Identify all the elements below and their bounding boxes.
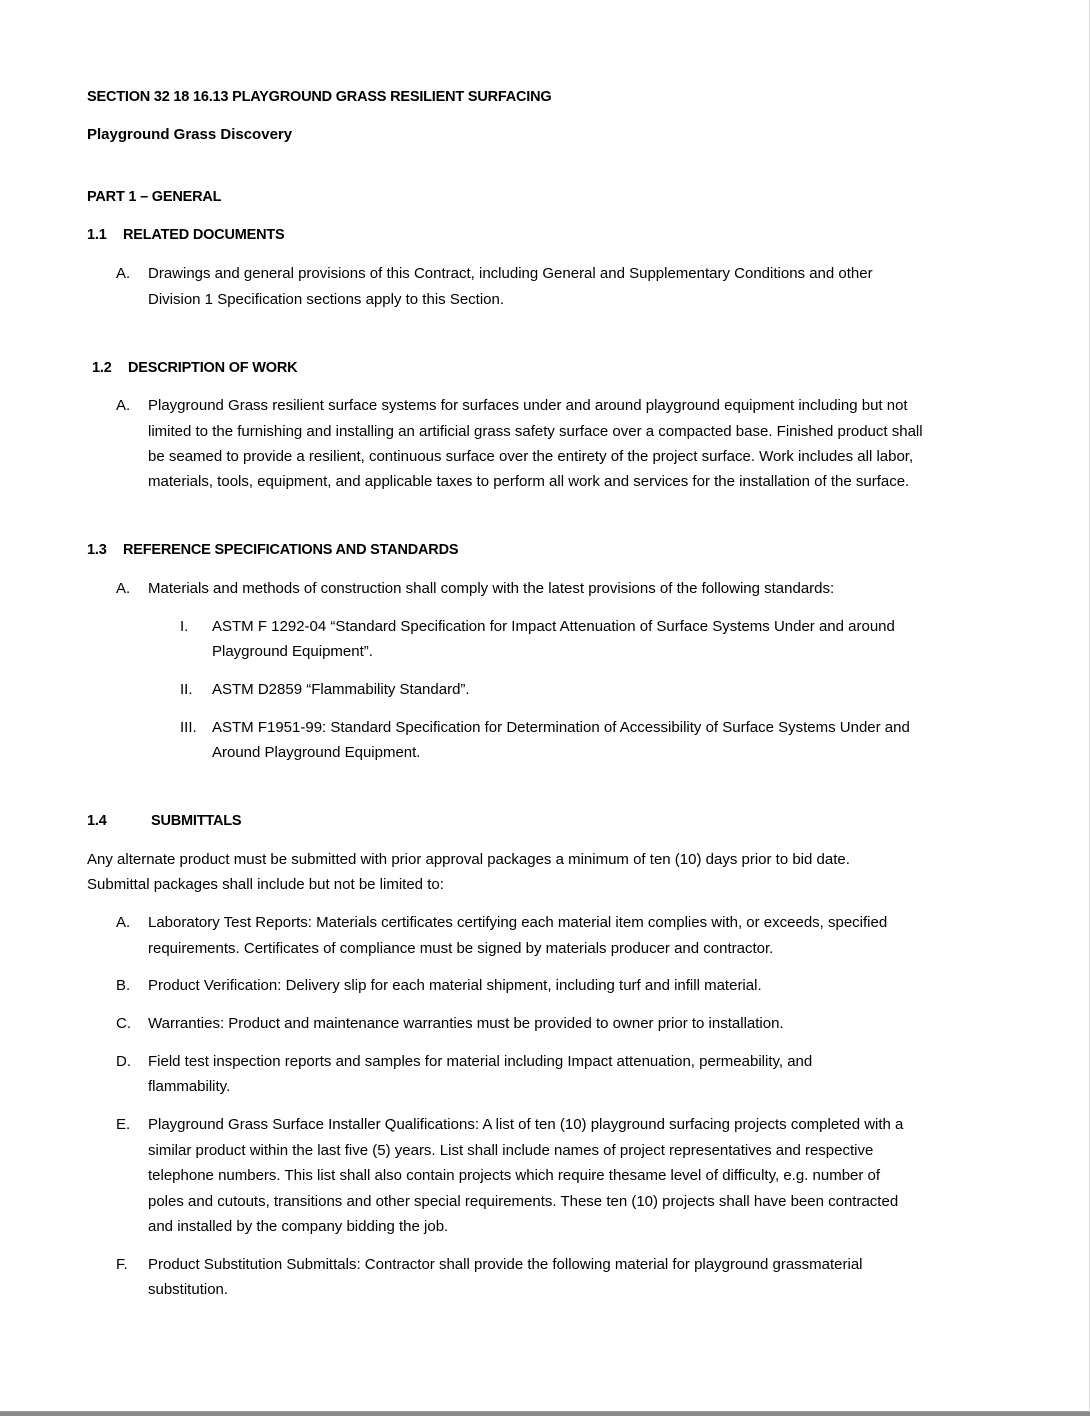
paragraph-line: Any alternate product must be submitted with prior approval packages a minimum of ten (10) days prior to bid date. [87, 851, 850, 868]
section-1-3-number: 1.3 [87, 542, 107, 558]
list-marker: E. [116, 1116, 131, 1133]
paragraph-line: and installed by the company bidding the job. [148, 1218, 449, 1235]
page-bottom-edge [0, 1412, 1090, 1416]
section-1-1-number: 1.1 [87, 227, 107, 243]
paragraph-line: Playground Equipment”. [212, 643, 373, 660]
section-1-3-title: REFERENCE SPECIFICATIONS AND STANDARDS [123, 542, 459, 558]
section-1-2-title: DESCRIPTION OF WORK [128, 360, 298, 376]
part-1-heading: PART 1 – GENERAL [87, 189, 222, 205]
paragraph-line: Playground Grass Surface Installer Qualifications: A list of ten (10) playground surfacing projects completed with a [148, 1116, 904, 1133]
paragraph-line: Product Verification: Delivery slip for each material shipment, including turf and infill material. [148, 977, 762, 994]
paragraph-line: Playground Grass resilient surface systems for surfaces under and around playground equipment including but not [148, 397, 908, 414]
paragraph-line: Field test inspection reports and samples for material including Impact attenuation, permeability, and [148, 1053, 813, 1070]
paragraph-line: flammability. [148, 1078, 231, 1095]
list-marker: D. [116, 1053, 131, 1070]
paragraph-line: telephone numbers. This list shall also contain projects which require thesame level of difficulty, e.g. number of [148, 1167, 881, 1184]
sublist-marker: III. [180, 719, 197, 736]
sublist-marker: II. [180, 681, 193, 698]
section-1-2-number: 1.2 [92, 360, 112, 376]
section-1-1-title: RELATED DOCUMENTS [123, 227, 285, 243]
list-marker: A. [116, 914, 131, 931]
paragraph-line: Division 1 Specification sections apply to this Section. [148, 291, 505, 308]
paragraph-line: Materials and methods of construction shall comply with the latest provisions of the following standards: [148, 580, 835, 597]
paragraph-line: materials, tools, equipment, and applicable taxes to perform all work and services for the installation of the surface. [148, 473, 910, 490]
paragraph-line: substitution. [148, 1281, 229, 1298]
list-marker: A. [116, 265, 131, 282]
list-marker: A. [116, 580, 131, 597]
paragraph-line: limited to the furnishing and installing an artificial grass safety surface over a compacted base. Finished product shall [148, 423, 923, 440]
list-marker: A. [116, 397, 131, 414]
section-1-4-title: SUBMITTALS [151, 813, 242, 829]
paragraph-line: ASTM D2859 “Flammability Standard”. [212, 681, 470, 698]
product-title: Playground Grass Discovery [87, 126, 293, 143]
paragraph-line: be seamed to provide a resilient, continuous surface over the entirety of the project surface. Work includes all labor, [148, 448, 914, 465]
paragraph-line: poles and cutouts, transitions and other special requirements. These ten (10) projects shall have been contracted [148, 1193, 899, 1210]
list-marker: C. [116, 1015, 131, 1032]
section-title: SECTION 32 18 16.13 PLAYGROUND GRASS RESILIENT SURFACING [87, 89, 552, 105]
list-marker: F. [116, 1256, 128, 1273]
paragraph-line: Warranties: Product and maintenance warranties must be provided to owner prior to installation. [148, 1015, 784, 1032]
sublist-marker: I. [180, 618, 189, 635]
paragraph-line: similar product within the last five (5) years. List shall include names of project representatives and respective [148, 1142, 874, 1159]
paragraph-line: ASTM F 1292-04 “Standard Specification for Impact Attenuation of Surface Systems Under and around [212, 618, 895, 635]
paragraph-line: Submittal packages shall include but not be limited to: [87, 876, 444, 893]
paragraph-line: requirements. Certificates of compliance must be signed by materials producer and contractor. [148, 940, 774, 957]
paragraph-line: ASTM F1951-99: Standard Specification for Determination of Accessibility of Surface Systems Under and [212, 719, 910, 736]
paragraph-line: Laboratory Test Reports: Materials certificates certifying each material item complies with, or exceeds, specified [148, 914, 888, 931]
list-marker: B. [116, 977, 131, 994]
paragraph-line: Drawings and general provisions of this Contract, including General and Supplementary Conditions and other [148, 265, 873, 282]
paragraph-line: Product Substitution Submittals: Contractor shall provide the following material for playground grassmaterial [148, 1256, 863, 1273]
section-1-4-number: 1.4 [87, 813, 107, 829]
paragraph-line: Around Playground Equipment. [212, 744, 421, 761]
